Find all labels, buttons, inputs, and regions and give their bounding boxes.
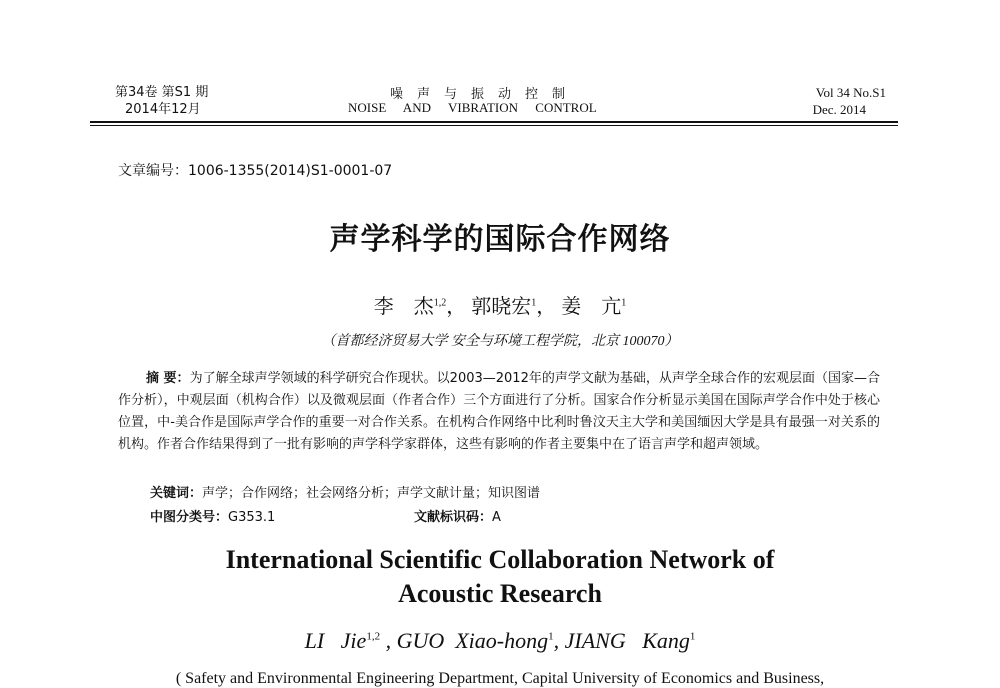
journal-volume-en [813, 84, 886, 118]
author-affil-sup: 1 [689, 630, 696, 643]
keywords-label: 关键词： [150, 486, 203, 501]
author-name: 郭晓宏 [471, 296, 532, 318]
date-cn: 2014年12月 [125, 102, 201, 117]
abstract-label: 摘 要： [146, 371, 190, 386]
journal-name-cn: 噪声与振动控制 [390, 87, 580, 102]
author-name-en: GUO Xiao-hong [396, 628, 549, 653]
doc-code-label: 文献标识码： [414, 510, 493, 525]
keywords [150, 482, 540, 501]
header-rule-thick [90, 121, 898, 123]
doc-code-value: A [492, 510, 501, 525]
article-number: 文章编号：1006-1355(2014)S1-0001-07 [118, 163, 393, 179]
author-name-en: LI Jie [304, 628, 367, 653]
volume-issue-en: Vol 34 No.S1 [815, 85, 886, 100]
author-separator: , [553, 628, 565, 653]
author-affil-sup: 1 [531, 297, 537, 309]
journal-volume-cn [115, 84, 208, 118]
author-affil-sup: 1 [621, 297, 627, 309]
abstract-cn [118, 368, 880, 456]
volume-issue-cn: 第34卷 第S1 期 [115, 85, 209, 100]
paper-title-cn: 声学科学的国际合作网络 [329, 222, 671, 257]
journal-name-en: NOISE AND VIBRATION CONTROL [348, 100, 597, 115]
abstract-text: 为了解全球声学领域的科学研究合作现状。以2003—2012年的声学文献为基础，从声学全球合作的宏观层面（国家—合作分析），中观层面（机构合作）以及微观层面（作者合作）三个方面进行了分析。国家合作分析显示美国在国际声学合作中处于核心位置，中-美合作是国际声学合作的重要一对合作关系。在机构合作网络中比利时鲁汶天主大学和美国缅因大学是具有最强一对关系的机构。作者合作结果得到了一批有影响的声学科学家群体，这些有影响的作者主要集中在了语言声学和超声领域。 [118, 371, 881, 452]
title-en-line: International Scientific Collaboration Network of [225, 545, 775, 574]
affiliation-en: ( Safety and Environmental Engineering Department, Capital University of Economics and Business, [175, 670, 825, 687]
document-code [414, 506, 501, 525]
clc-label: 中图分类号： [150, 510, 229, 525]
paper-title-en [0, 543, 1000, 611]
title-en-line: Acoustic Research [398, 579, 602, 608]
author-separator: ， [536, 296, 557, 318]
author-name-en: JIANG Kang [564, 628, 690, 653]
affiliation-cn: （首都经济贸易大学 安全与环境工程学院，北京 100070） [321, 334, 679, 349]
author-separator: ， [446, 296, 467, 318]
author-name: 李 杰 [373, 296, 434, 318]
author-affil-sup: 1 [548, 630, 554, 643]
clc-number [150, 506, 275, 525]
author-separator: , [380, 628, 397, 653]
author-name: 姜 亢 [561, 296, 622, 318]
author-affil-sup: 1,2 [433, 297, 447, 309]
keywords-text: 声学；合作网络；社会网络分析；声学文献计量；知识图谱 [202, 486, 541, 501]
clc-value: G353.1 [228, 510, 276, 525]
date-en: Dec. 2014 [812, 102, 866, 117]
author-affil-sup: 1,2 [366, 630, 381, 643]
authors-cn [0, 290, 1000, 319]
header-rule-thin [90, 125, 898, 126]
authors-en [0, 628, 1000, 654]
